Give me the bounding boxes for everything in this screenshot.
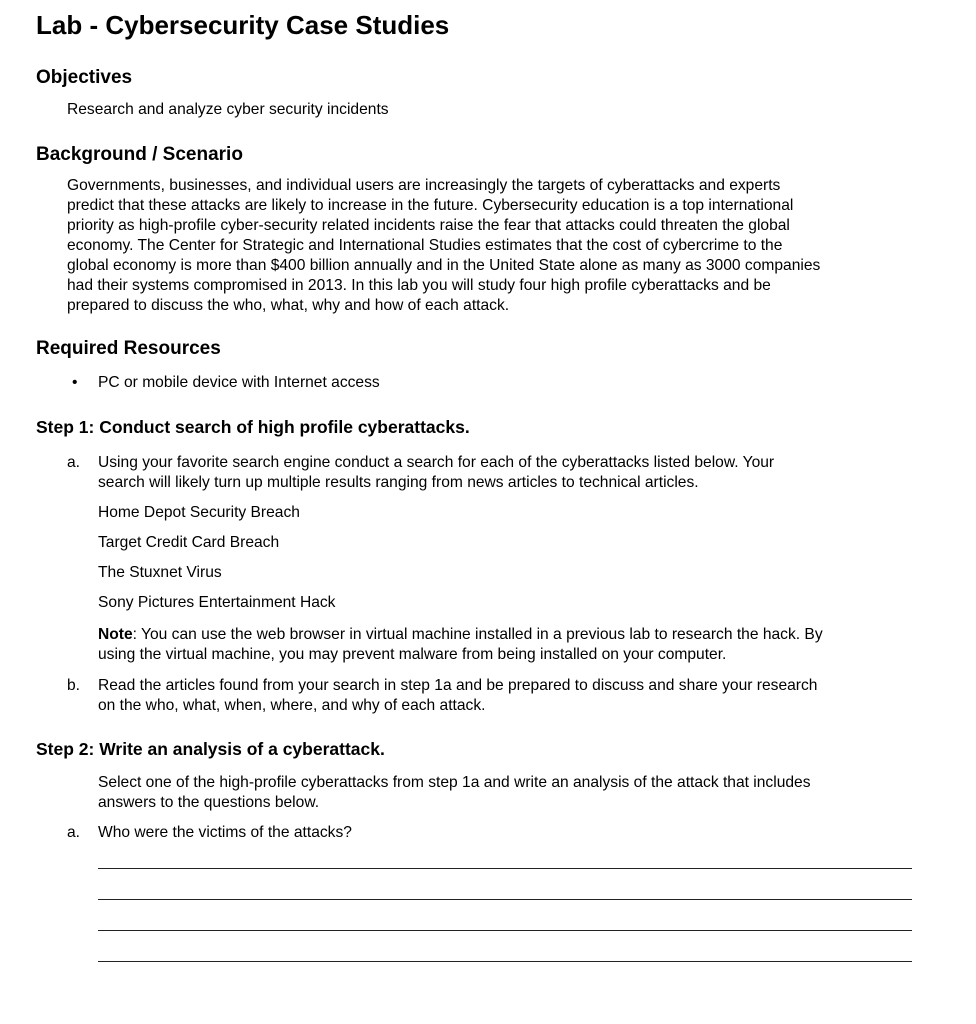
text-line: using the virtual machine, you may prevent malware from being installed on your computer. xyxy=(98,646,727,663)
answer-line[interactable] xyxy=(98,868,912,869)
text-line: on the who, what, when, where, and why of each attack. xyxy=(98,697,486,714)
resources-heading: Required Resources xyxy=(36,338,221,359)
attack-item: The Stuxnet Virus xyxy=(98,564,222,581)
text-line: Using your favorite search engine conduct a search for each of the cyberattacks listed below. Your xyxy=(98,454,775,471)
attack-item: Target Credit Card Breach xyxy=(98,534,280,551)
text-line: Select one of the high-profile cyberattacks from step 1a and write an analysis of the attack that includes xyxy=(98,774,811,791)
note-label: Note xyxy=(98,626,133,643)
text-line: search will likely turn up multiple results ranging from news articles to technical articles. xyxy=(98,474,699,491)
attack-item: Sony Pictures Entertainment Hack xyxy=(98,594,336,611)
page-title: Lab - Cybersecurity Case Studies xyxy=(36,10,450,40)
answer-line[interactable] xyxy=(98,930,912,931)
step2-heading: Step 2: Write an analysis of a cyberattack. xyxy=(36,739,385,759)
step2-a-question: Who were the victims of the attacks? xyxy=(98,824,352,841)
bullet-icon: • xyxy=(72,374,78,391)
background-heading: Background / Scenario xyxy=(36,144,243,165)
paragraph-line: priority as high-profile cyber-security related incidents raise the fear that attacks could threaten the global xyxy=(67,217,790,234)
paragraph-line: predict that these attacks are likely to increase in the future. Cybersecurity education is a top international xyxy=(67,197,794,214)
answer-line[interactable] xyxy=(98,961,912,962)
paragraph-line: global economy is more than $400 billion annually and in the United State alone as many as 3000 companies xyxy=(67,257,821,274)
resource-item: PC or mobile device with Internet access xyxy=(98,374,380,391)
note-text xyxy=(98,625,823,665)
attack-item: Home Depot Security Breach xyxy=(98,504,300,521)
step1-a-label: a. xyxy=(67,454,81,471)
text-line: : You can use the web browser in virtual machine installed in a previous lab to research the hack. By xyxy=(132,626,823,643)
objectives-heading: Objectives xyxy=(36,67,133,88)
paragraph-line: had their systems compromised in 2013. In this lab you will study four high profile cyberattacks and be xyxy=(67,277,771,294)
step1-b-label: b. xyxy=(67,677,81,694)
objectives-text: Research and analyze cyber security incidents xyxy=(67,101,389,118)
paragraph-line: prepared to discuss the who, what, why and how of each attack. xyxy=(67,297,510,314)
text-line: Read the articles found from your search in step 1a and be prepared to discuss and share your research xyxy=(98,677,818,694)
background-paragraph xyxy=(67,176,820,316)
text-line: answers to the questions below. xyxy=(98,794,320,811)
paragraph-line: economy. The Center for Strategic and International Studies estimates that the cost of cybercrime to the xyxy=(67,237,783,254)
answer-line[interactable] xyxy=(98,899,912,900)
step1-heading: Step 1: Conduct search of high profile cyberattacks. xyxy=(36,417,470,437)
step2-intro xyxy=(98,773,811,813)
step2-a-label: a. xyxy=(67,824,81,841)
step1-b-text xyxy=(98,676,817,716)
paragraph-line: Governments, businesses, and individual users are increasingly the targets of cyberattacks and experts xyxy=(67,177,781,194)
step1-a-text xyxy=(98,453,774,493)
